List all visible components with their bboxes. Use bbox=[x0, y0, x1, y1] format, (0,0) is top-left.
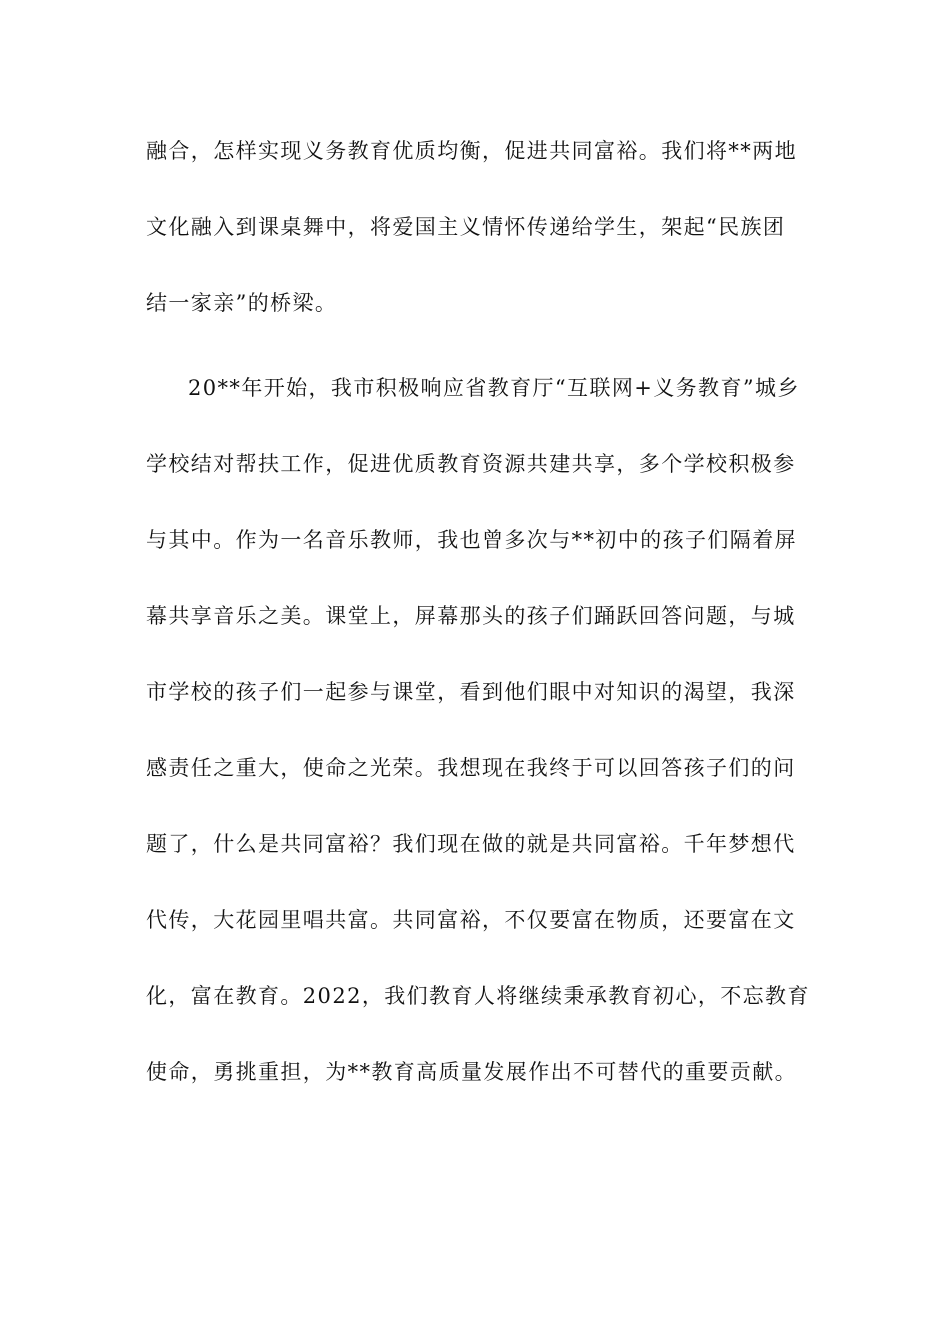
paragraph-line: 代传，大花园里唱共富。共同富裕，不仅要富在物质，还要富在文 bbox=[146, 908, 796, 932]
paragraph-line: 感责任之重大，使命之光荣。我想现在我终于可以回答孩子们的问 bbox=[146, 756, 796, 780]
paragraph-line: 融合，怎样实现义务教育优质均衡，促进共同富裕。我们将**两地 bbox=[146, 139, 797, 163]
paragraph-line: 化，富在教育。2022，我们教育人将继续秉承教育初心，不忘教育 bbox=[146, 984, 810, 1008]
paragraph-line: 与其中。作为一名音乐教师，我也曾多次与**初中的孩子们隔着屏 bbox=[146, 528, 797, 552]
paragraph-line: 使命，勇挑重担，为**教育高质量发展作出不可替代的重要贡献。 bbox=[146, 1060, 797, 1084]
paragraph-line: 市学校的孩子们一起参与课堂，看到他们眼中对知识的渴望，我深 bbox=[146, 680, 796, 704]
paragraph-line: 结一家亲”的桥梁。 bbox=[146, 291, 338, 315]
paragraph-line: 题了，什么是共同富裕？我们现在做的就是共同富裕。千年梦想代 bbox=[146, 832, 796, 856]
paragraph-line: 文化融入到课桌舞中，将爱国主义情怀传递给学生，架起“民族团 bbox=[146, 215, 786, 239]
paragraph-line: 学校结对帮扶工作，促进优质教育资源共建共享，多个学校积极参 bbox=[146, 452, 796, 476]
paragraph-line: 20**年开始，我市积极响应省教育厅“互联网+义务教育”城乡 bbox=[188, 376, 800, 400]
paragraph-line: 幕共享音乐之美。课堂上，屏幕那头的孩子们踊跃回答问题，与城 bbox=[146, 604, 796, 628]
